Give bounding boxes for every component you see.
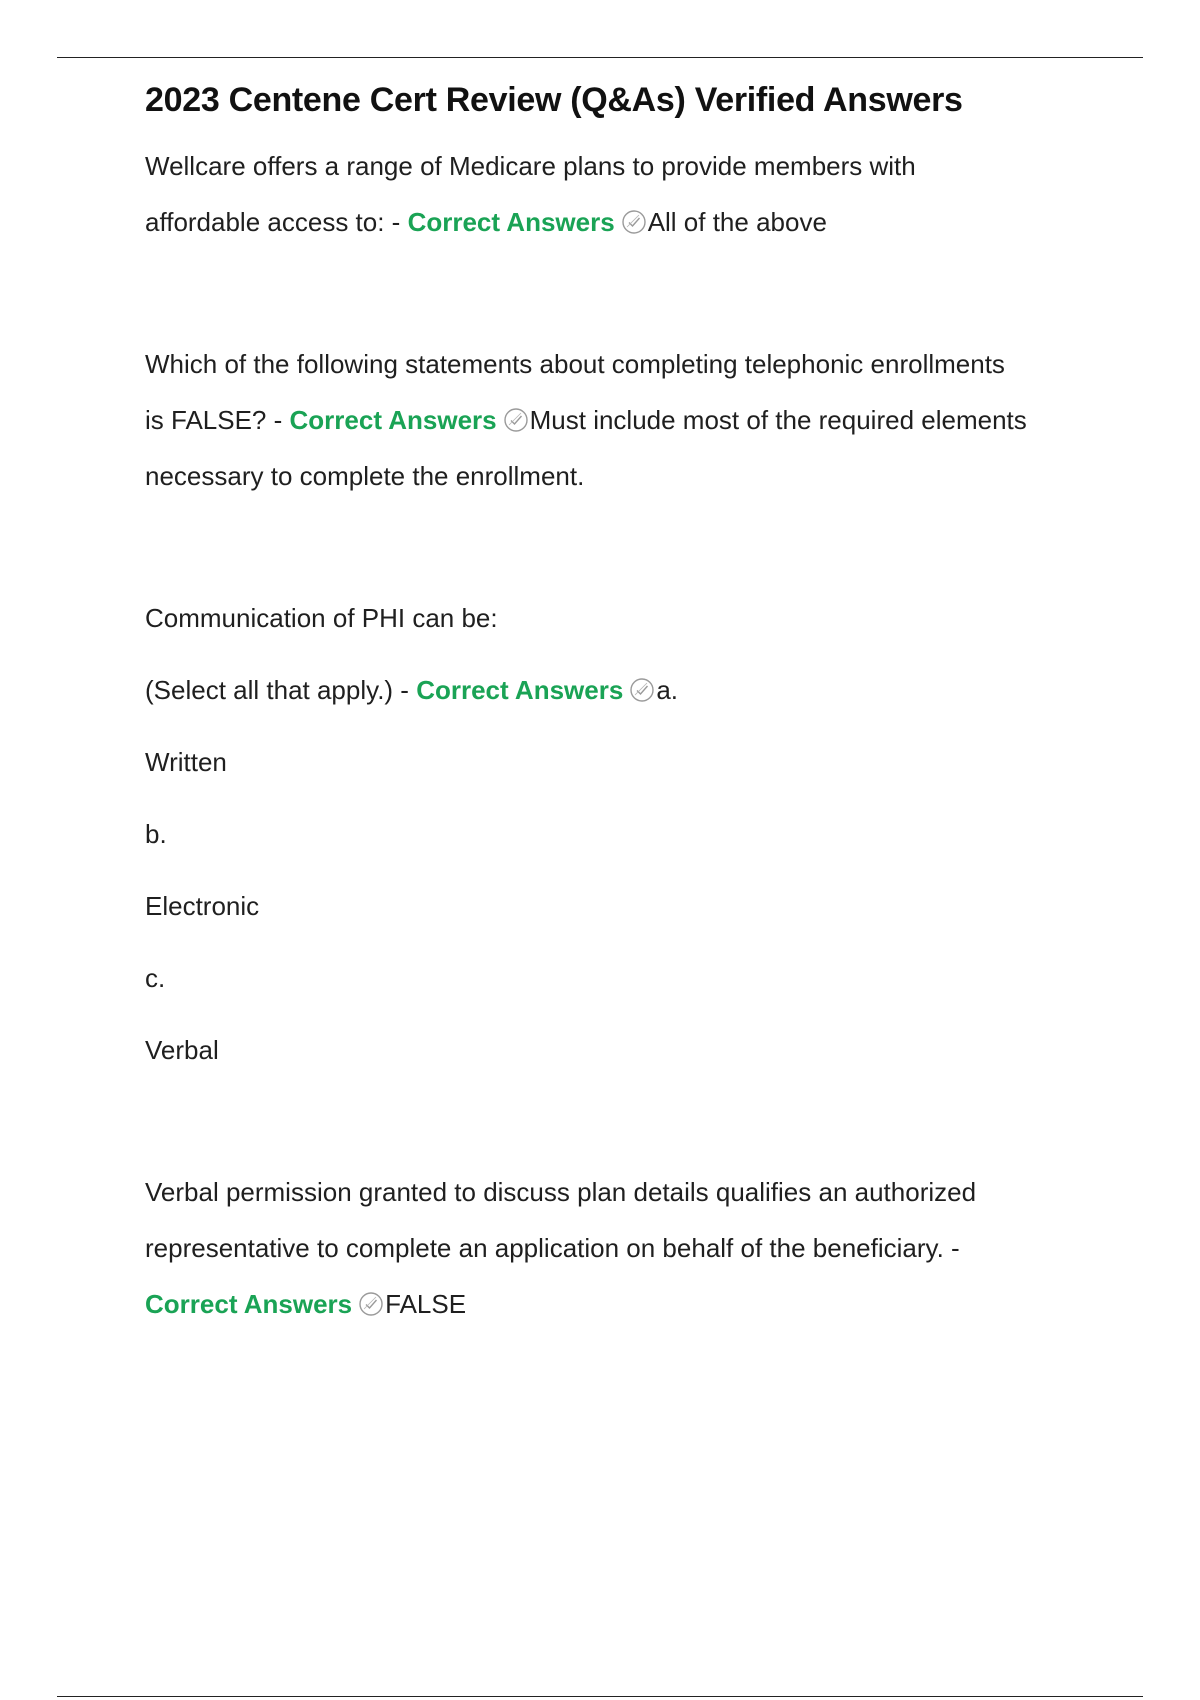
question-2-prompt-end: is FALSE? - [145,405,290,435]
answer-label: Correct Answers [416,675,624,705]
question-4-answer: FALSE [385,1289,467,1319]
document-title: 2023 Centene Cert Review (Q&As) Verified Answers [145,81,963,119]
option-line: c. [145,963,166,993]
question-3-prompt-end: (Select all that apply.) - [145,675,417,705]
option-line: Verbal [145,1035,219,1065]
top-rule [57,57,1143,58]
question-1 [145,138,1105,250]
question-1-line-1: Wellcare offers a range of Medicare plans to provide members with [145,151,916,181]
check-circle-icon [503,407,529,433]
check-circle-icon [621,209,647,235]
question-4-line-2: representative to complete an application on behalf of the beneficiary. - [145,1233,960,1263]
option-line: Written [145,747,227,777]
answer-label: Correct Answers [289,405,497,435]
option-line: Electronic [145,891,260,921]
question-2-answer: Must include most of the required elements [529,405,1027,435]
answer-label: Correct Answers [145,1289,353,1319]
question-4 [145,1164,1105,1332]
question-3-line-2 [145,662,1105,718]
question-4-line-3 [145,1276,1105,1332]
document-page [145,72,1105,1332]
question-2-line-1: Which of the following statements about completing telephonic enrollments [145,349,1005,379]
question-3-answer: a. [656,675,678,705]
question-4-line-1: Verbal permission granted to discuss plan details qualifies an authorized [145,1177,977,1207]
question-1-answer: All of the above [647,207,827,237]
question-2 [145,336,1105,504]
option-line: b. [145,819,167,849]
question-3 [145,590,1105,1078]
check-circle-icon [358,1291,384,1317]
check-circle-icon [629,677,655,703]
question-1-prompt-end: affordable access to: - [145,207,408,237]
answer-label: Correct Answers [407,207,615,237]
bottom-rule [57,1696,1143,1697]
question-2-answer-cont: necessary to complete the enrollment. [145,461,585,491]
question-1-line-2 [145,194,1105,250]
question-3-line-1: Communication of PHI can be: [145,603,498,633]
question-2-line-2 [145,392,1105,448]
